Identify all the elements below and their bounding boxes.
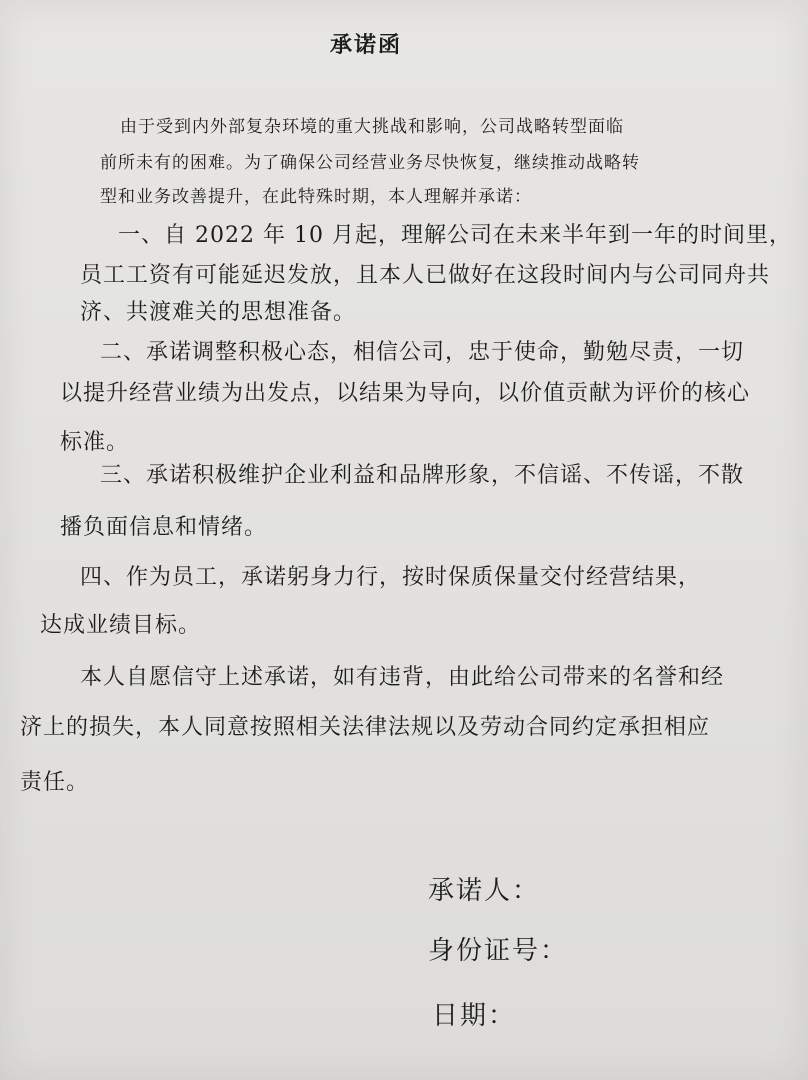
paragraph-line: 型和业务改善提升，在此特殊时期，本人理解并承诺：	[100, 187, 532, 207]
paragraph-line: 济上的损失，本人同意按照相关法律法规以及劳动合同约定承担相应	[20, 715, 711, 740]
paragraph-line: 播负面信息和情绪。	[60, 515, 268, 540]
id-number-label: 身份证号：	[428, 936, 569, 966]
paragraph-line: 一、自 2022 年 10 月起，理解公司在未来半年到一年的时间里，	[118, 223, 792, 248]
paragraph-line: 责任。	[20, 770, 90, 795]
paragraph-line: 济、共渡难关的思想准备。	[80, 300, 357, 325]
paragraph-line: 三、承诺积极维护企业利益和品牌形象，不信谣、不传谣，不散	[100, 463, 745, 488]
paragraph-line: 前所未有的困难。为了确保公司经营业务尽快恢复，继续推动战略转	[100, 153, 640, 173]
paragraph-line: 标准。	[60, 430, 130, 455]
promisor-label: 承诺人：	[428, 876, 541, 906]
document-title: 承诺函	[330, 32, 403, 58]
paragraph-line: 以提升经营业绩为出发点，以结果为导向，以价值贡献为评价的核心	[60, 381, 751, 406]
paragraph-line: 本人自愿信守上述承诺，如有违背，由此给公司带来的名誉和经	[80, 665, 725, 690]
date-label: 日期：	[432, 1001, 517, 1031]
paragraph-line: 员工工资有可能延迟发放，且本人已做好在这段时间内与公司同舟共	[80, 263, 771, 288]
paragraph-line: 达成业绩目标。	[40, 613, 202, 638]
paragraph-line: 由于受到内外部复杂环境的重大挑战和影响，公司战略转型面临	[120, 117, 624, 137]
paragraph-line: 二、承诺调整积极心态，相信公司，忠于使命，勤勉尽责，一切	[100, 340, 745, 365]
paragraph-line: 四、作为员工，承诺躬身力行，按时保质保量交付经营结果，	[80, 565, 702, 590]
